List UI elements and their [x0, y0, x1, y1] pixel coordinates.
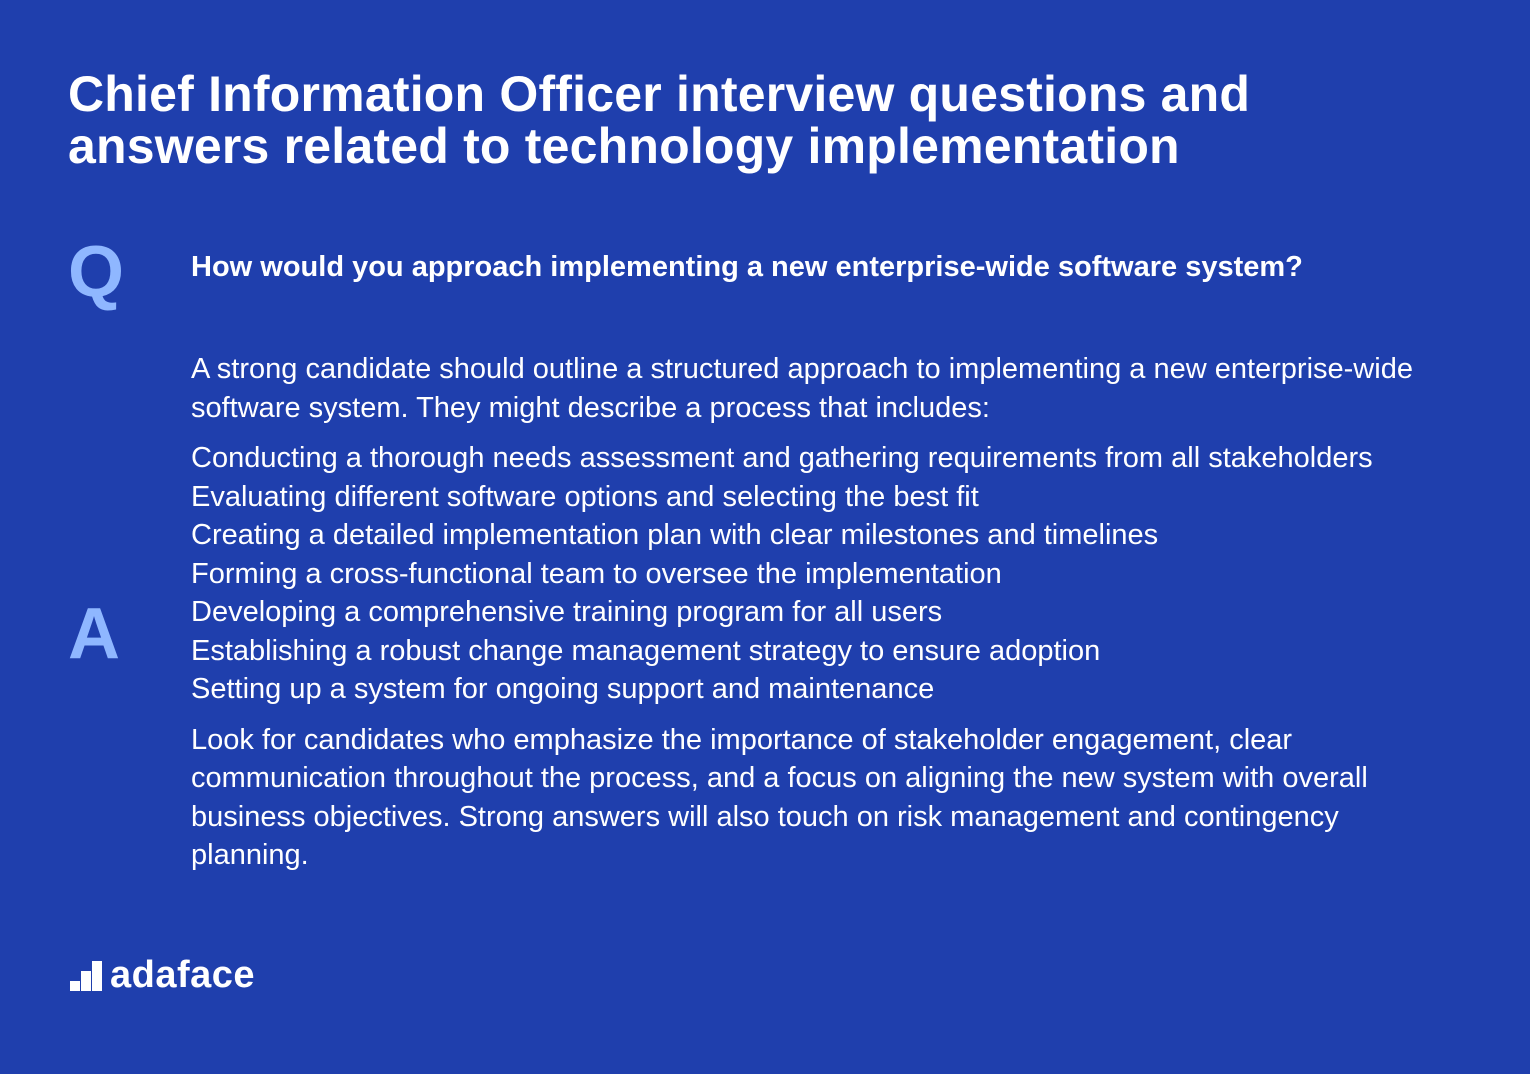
answer-block — [191, 350, 1436, 875]
list-item: Setting up a system for ongoing support and maintenance — [191, 673, 935, 705]
answer-closing: Look for candidates who emphasize the importance of stakeholder engagement, clear communication throughout the process, and a focus on aligning the new system with overall business objectives. Strong answers will also touch on risk management and contingency planning. — [191, 723, 1368, 871]
list-item: Evaluating different software options and selecting the best fit — [191, 480, 979, 513]
question-text: How would you approach implementing a new enterprise-wide software system? — [191, 251, 1303, 283]
list-item: Conducting a thorough needs assessment and gathering requirements from all stakeholders — [191, 442, 1373, 474]
answer-list — [191, 439, 1436, 709]
question-marker: Q — [68, 232, 125, 312]
adaface-stairs-icon — [70, 959, 102, 991]
list-item: Establishing a robust change management strategy to ensure adoption — [191, 634, 1101, 667]
list-item: Forming a cross-functional team to oversee the implementation — [191, 557, 1002, 590]
list-item: Developing a comprehensive training program for all users — [191, 596, 943, 628]
adaface-logo — [70, 956, 255, 994]
answer-marker: A — [68, 594, 120, 674]
list-item: Creating a detailed implementation plan with clear milestones and timelines — [191, 519, 1159, 551]
answer-intro: A strong candidate should outline a structured approach to implementing a new enterprise-wide software system. They might describe a process that includes: — [191, 353, 1413, 424]
logo-wordmark: adaface — [110, 954, 256, 996]
page-title: Chief Information Officer interview questions and answers related to technology implementation — [68, 66, 1251, 174]
